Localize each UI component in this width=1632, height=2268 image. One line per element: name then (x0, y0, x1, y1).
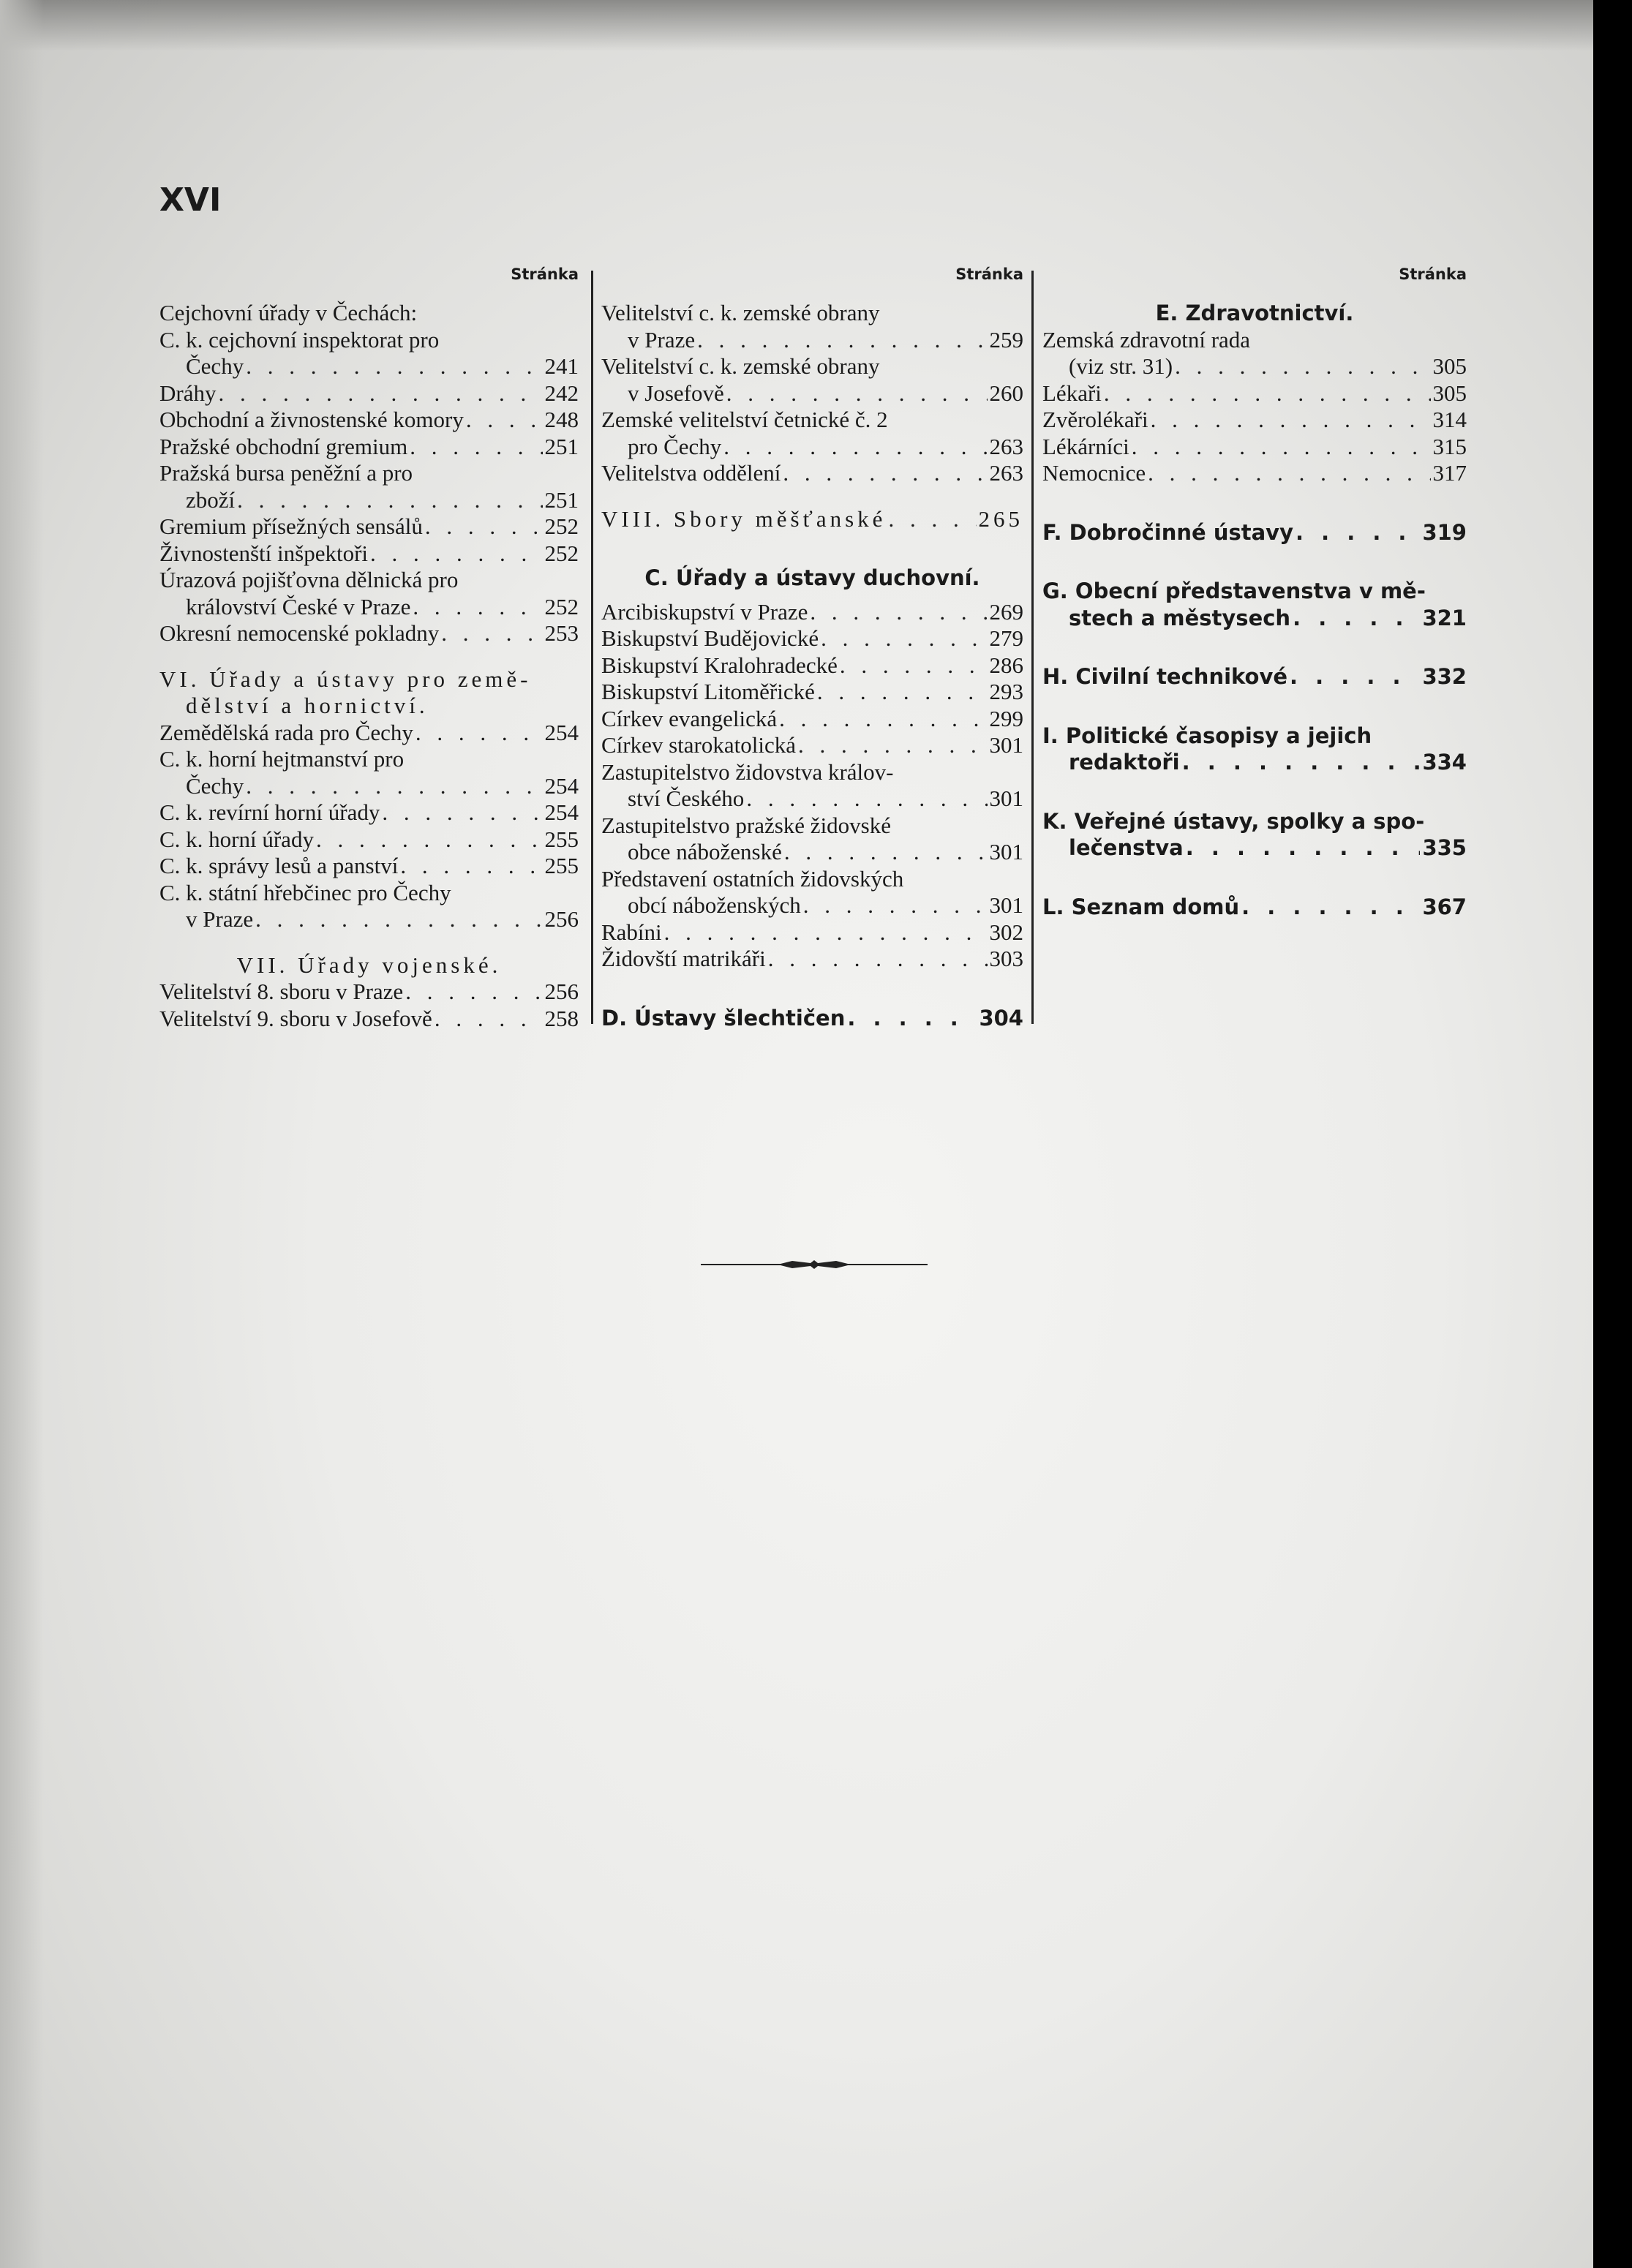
toc-entry: obce náboženské . . . 301 (601, 839, 1023, 866)
toc-entry: Obchodní a živnostenské komory . . . 248 (159, 407, 579, 434)
toc-entry-text: Zastupitelstvo židovstva králov- (601, 758, 894, 785)
section-heading: F. Dobročinné ústavy . . . 319 (1042, 519, 1467, 546)
end-ornament (701, 1259, 928, 1270)
column-header: Stránka (511, 265, 579, 283)
toc-entry: C. k. správy lesů a panství . . . 255 (159, 853, 579, 880)
toc-entry: Čechy . . . 241 (159, 353, 579, 380)
toc-column-2 (601, 263, 1023, 1031)
toc-entry: (viz str. 31) . . . 305 (1042, 353, 1467, 380)
toc-entry: Zemědělská rada pro Čechy . . . 254 (159, 720, 579, 747)
toc-entry: Dráhy . . . 242 (159, 380, 579, 407)
toc-entry: Nemocnice . . . 317 (1042, 460, 1467, 487)
toc-entry: ství Českého . . . 301 (601, 785, 1023, 813)
section-heading: C. Úřady a ústavy duchovní. (644, 565, 980, 590)
section-heading: D. Ústavy šlechtičen . . . 304 (601, 1005, 1023, 1032)
toc-entry-text: Zemské velitelství četnické č. 2 (601, 407, 888, 432)
toc-entry: pro Čechy . . . 263 (601, 434, 1023, 461)
toc-entry: zboží . . . 251 (159, 487, 579, 514)
toc-entry: Velitelství 8. sboru v Praze . . . 256 (159, 979, 579, 1006)
toc-column-1 (159, 263, 579, 1032)
toc-entry-text: Úrazová pojišťovna dělnická pro (159, 567, 459, 592)
toc-entry: v Praze . . . 259 (601, 327, 1023, 354)
toc-entry: Lékárníci . . . 315 (1042, 434, 1467, 461)
toc-entry-text: Představení ostatních židovských (601, 865, 904, 892)
section-heading: I. Politické časopisy a jejich (1042, 723, 1372, 748)
toc-entry-text: Velitelství c. k. zemské obrany (601, 300, 880, 325)
section-heading: VI. Úřady a ústavy pro země- (159, 666, 532, 692)
toc-entry: Lékaři . . . 305 (1042, 380, 1467, 407)
toc-entry: v Josefově . . . 260 (601, 380, 1023, 407)
toc-entry: Biskupství Litoměřické . . . 293 (601, 679, 1023, 706)
column-header: Stránka (955, 265, 1023, 283)
toc-entry: Biskupství Kralohradecké . . . 286 (601, 652, 1023, 679)
toc-entry-text: C. k. státní hřebčinec pro Čechy (159, 879, 451, 905)
toc-entry: Rabíni . . . 302 (601, 919, 1023, 946)
column-divider (591, 271, 593, 1024)
toc-entry: Židovští matrikáři . . . 303 (601, 946, 1023, 973)
toc-entry: Biskupství Budějovické . . . 279 (601, 625, 1023, 652)
toc-entry-text: Zastupitelstvo pražské židovské (601, 812, 892, 838)
section-heading: stech a městysech . . . 321 (1042, 605, 1467, 632)
section-heading: G. Obecní představenstva v mě- (1042, 579, 1426, 603)
section-heading: H. Civilní technikové . . . 332 (1042, 663, 1467, 690)
toc-entry: C. k. revírní horní úřady . . . 254 (159, 799, 579, 826)
toc-entry-text: C. k. cejchovní inspektorat pro (159, 326, 440, 353)
toc-entry-text: Pražská bursa peněžní a pro (159, 460, 413, 486)
toc-entry: Arcibiskupství v Praze . . . 269 (601, 599, 1023, 626)
toc-entry: Živnostenští inšpektoři . . . 252 (159, 540, 579, 568)
scan-border (1593, 0, 1632, 2268)
section-heading: redaktoři . . . 334 (1042, 749, 1467, 776)
section-heading: VIII. Sbory měšťanské . . . 265 (601, 506, 1023, 533)
toc-entry: Okresní nemocenské pokladny . . . 253 (159, 620, 579, 647)
toc-entry: Pražské obchodní gremium . . . 251 (159, 434, 579, 461)
page-number: XVI (159, 181, 222, 219)
toc-entry: Čechy . . . 254 (159, 773, 579, 800)
toc-entry-text: Velitelství c. k. zemské obrany (601, 353, 880, 379)
column-header: Stránka (1399, 265, 1467, 283)
toc-entry: Velitelstva oddělení . . . 263 (601, 460, 1023, 487)
section-heading: E. Zdravotnictví. (1155, 301, 1354, 325)
toc-entry: Gremium přísežných sensálů . . . 252 (159, 513, 579, 540)
toc-entry: Zvěrolékaři . . . 314 (1042, 407, 1467, 434)
toc-entry: C. k. horní úřady . . . 255 (159, 826, 579, 854)
section-heading: VII. Úřady vojenské. (236, 952, 502, 978)
toc-entry: obcí náboženských . . . 301 (601, 892, 1023, 919)
toc-entry-text: Zemská zdravotní rada (1042, 326, 1251, 353)
toc-entry: království České v Praze . . . 252 (159, 594, 579, 621)
toc-column-3 (1042, 263, 1467, 920)
toc-entry: v Praze . . . 256 (159, 906, 579, 933)
toc-heading: Cejchovní úřady v Čechách: (159, 300, 418, 325)
section-heading: L. Seznam domů . . . 367 (1042, 894, 1467, 921)
toc-entry: Církev evangelická . . . 299 (601, 706, 1023, 733)
section-heading: dělství a hornictví. (186, 693, 429, 718)
toc-entry-text: C. k. horní hejtmanství pro (159, 746, 405, 772)
toc-entry: Církev starokatolická . . . 301 (601, 732, 1023, 759)
section-heading: lečenstva . . . 335 (1042, 835, 1467, 862)
column-divider (1031, 271, 1034, 1024)
section-heading: K. Veřejné ústavy, spolky a spo- (1042, 808, 1425, 834)
toc-entry: Velitelství 9. sboru v Josefově . . . 258 (159, 1006, 579, 1033)
